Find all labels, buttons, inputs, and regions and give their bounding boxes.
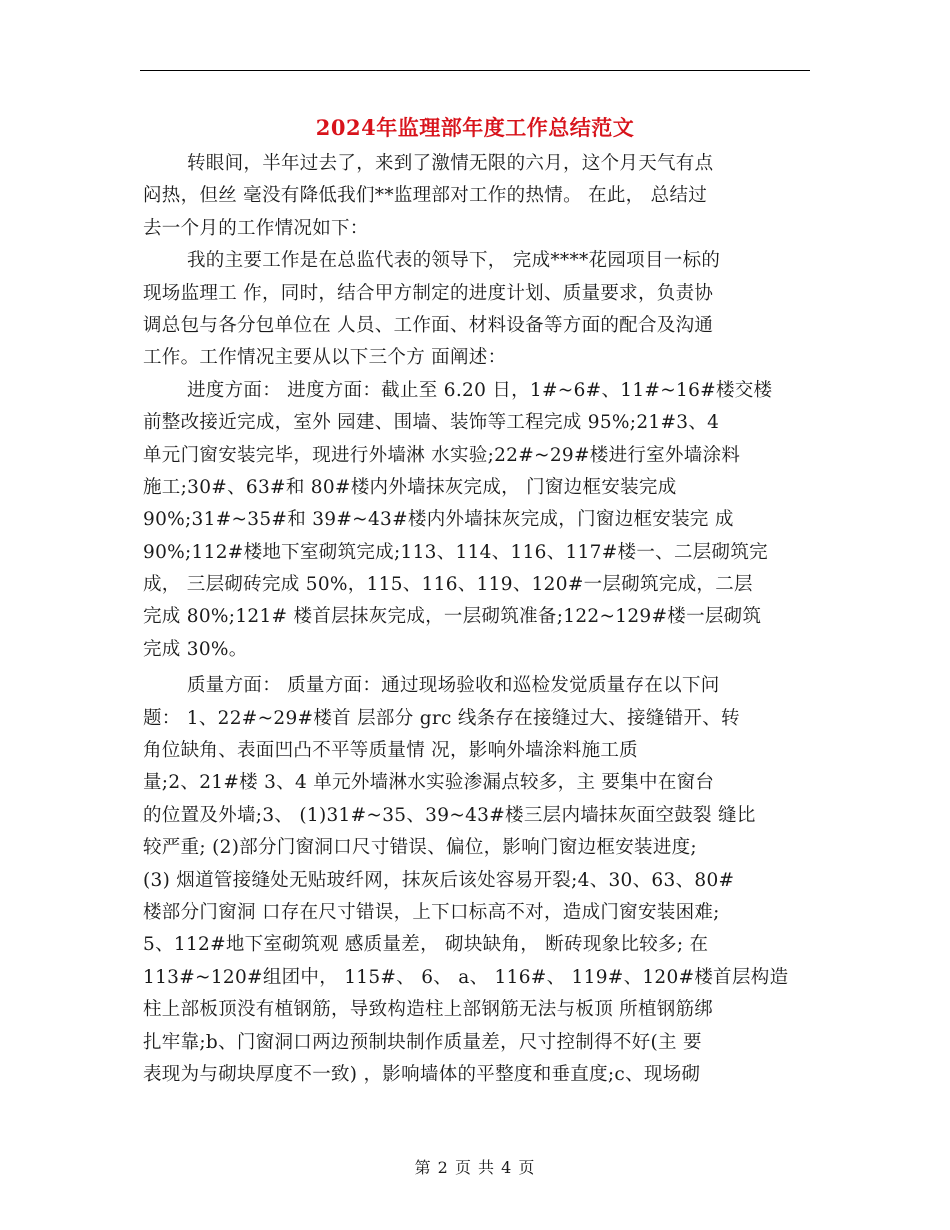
text-line: 5、112#地下室砌筑观 感质量差， 砌块缺角， 断砖现象比较多; 在 <box>143 934 709 956</box>
text-line: 前整改接近完成，室外 园建、围墙、装饰等工程完成 95%;21#3、4 <box>143 412 720 434</box>
page-number-footer: 第 2 页 共 4 页 <box>414 1158 536 1177</box>
text-line: 表现为与砌块厚度不一致) ，影响墙体的平整度和垂直度;c、现场砌 <box>143 1063 701 1085</box>
text-line: 单元门窗安装完毕，现进行外墙淋 水实验;22#~29#楼进行室外墙涂料 <box>143 444 741 466</box>
paragraph-intro <box>143 148 813 245</box>
text-line: 90%;31#~35#和 39#~43#楼内外墙抹灰完成，门窗边框安装完 成 <box>143 509 734 531</box>
text-line: 完成 30%。 <box>143 638 248 660</box>
paragraph-quality <box>143 670 813 1091</box>
text-line: 的位置及外墙;3、 (1)31#~35、39~43#楼三层内墙抹灰面空鼓裂 缝比 <box>143 804 756 826</box>
text-line: 质量方面： 质量方面：通过现场验收和巡检发觉质量存在以下问 <box>187 675 720 697</box>
text-line: 现场监理工 作，同时，结合甲方制定的进度计划、质量要求，负责协 <box>143 282 714 304</box>
text-line: 调总包与各分包单位在 人员、工作面、材料设备等方面的配合及沟通 <box>143 314 714 336</box>
text-line: 去一个月的工作情况如下： <box>143 217 369 239</box>
text-line: 进度方面： 进度方面：截止至 6.20 日，1#~6#、11#~16#楼交楼 <box>187 379 773 401</box>
text-line: (3) 烟道管接缝处无贴玻纤网，抹灰后该处容易开裂;4、30、63、80# <box>143 869 735 891</box>
text-line: 成， 三层砌砖完成 50%，115、116、119、120#一层砌筑完成，二层 <box>143 574 753 596</box>
text-line: 闷热，但丝 毫没有降低我们**监理部对工作的热情。 在此， 总结过 <box>143 185 708 207</box>
text-line: 113#~120#组团中， 115#、 6、 a、 116#、 119#、120#楼首层构造 <box>143 966 789 988</box>
text-line: 完成 80%;121# 楼首层抹灰完成，一层砌筑准备;122~129#楼一层砌筑 <box>143 606 762 628</box>
text-line: 我的主要工作是在总监代表的领导下， 完成****花园项目一标的 <box>187 250 721 272</box>
text-line: 量;2、21#楼 3、4 单元外墙淋水实验渗漏点较多，主 要集中在窗台 <box>143 772 715 794</box>
paragraph-main-work <box>143 245 813 375</box>
document-body <box>143 148 813 1091</box>
text-line: 90%;112#楼地下室砌筑完成;113、114、116、117#楼一、二层砌筑完 <box>143 541 768 563</box>
text-line: 柱上部板顶没有植钢筋，导致构造柱上部钢筋无法与板顶 所植钢筋绑 <box>143 999 714 1021</box>
text-line: 角位缺角、表面凹凸不平等质量情 况，影响外墙涂料施工质 <box>143 740 638 762</box>
text-line: 题： 1、22#~29#楼首 层部分 grc 线条存在接缝过大、接缝错开、转 <box>143 707 740 729</box>
text-line: 工作。工作情况主要从以下三个方 面阐述： <box>143 347 507 369</box>
document-title: 2024年监理部年度工作总结范文 <box>315 115 635 140</box>
text-line: 转眼间，半年过去了，来到了激情无限的六月，这个月天气有点 <box>187 153 714 174</box>
text-line: 楼部分门窗洞 口存在尺寸错误，上下口标高不对，造成门窗安装困难; <box>143 901 720 923</box>
header-rule <box>140 70 810 71</box>
text-line: 较严重; (2)部分门窗洞口尺寸错误、偏位，影响门窗边框安装进度; <box>143 837 697 859</box>
text-line: 施工;30#、63#和 80#楼内外墙抹灰完成， 门窗边框安装完成 <box>143 476 677 498</box>
text-line: 扎牢靠;b、门窗洞口两边预制块制作质量差，尺寸控制得不好(主 要 <box>143 1031 702 1053</box>
paragraph-progress <box>143 375 813 667</box>
